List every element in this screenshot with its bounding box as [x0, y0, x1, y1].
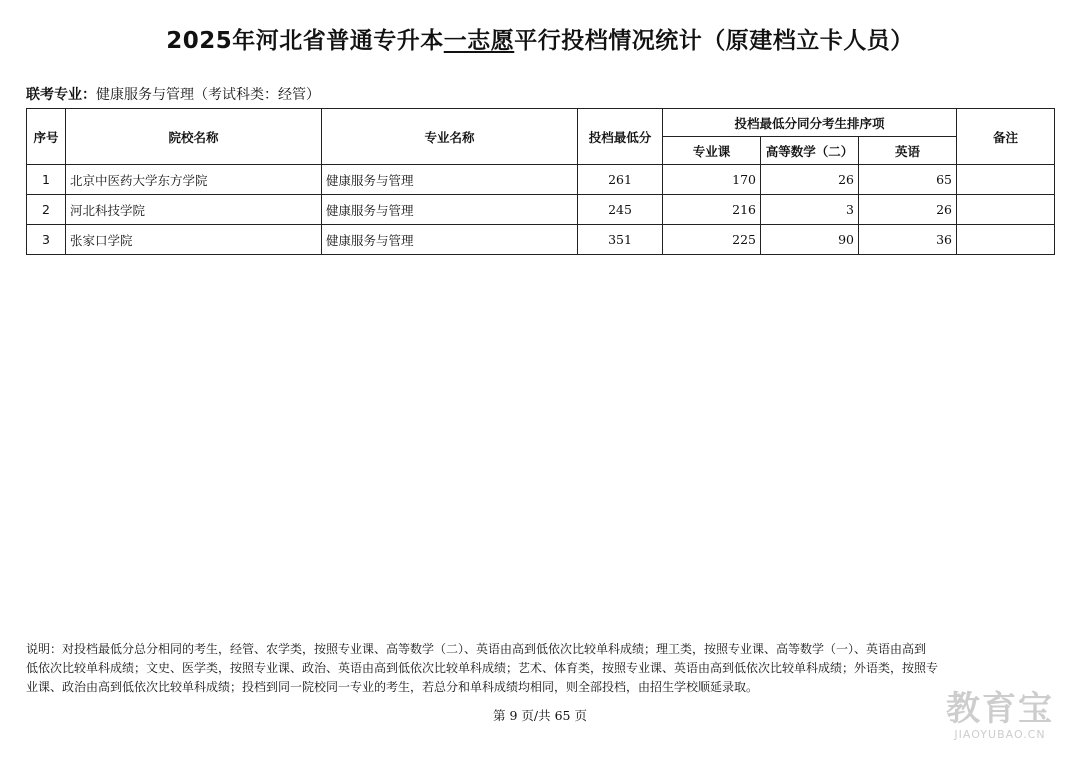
cell-remark — [957, 165, 1055, 195]
table-row — [27, 165, 1055, 195]
col-header-seq: 序号 — [27, 109, 66, 165]
watermark-sub: JIAOYUBAO.CN — [954, 728, 1046, 741]
col-header-major: 专业名称 — [322, 109, 578, 165]
cell-major: 健康服务与管理 — [322, 195, 578, 225]
cell-min-score: 261 — [578, 165, 663, 195]
major-value: 健康服务与管理（考试科类：经管） — [96, 87, 320, 103]
note-line: 低依次比较单科成绩；文史、医学类，按照专业课、政治、英语由高到低依次比较单科成绩；艺术、体育类，按照专业课、英语由高到低依次比较单科成绩；外语类，按照专 — [26, 661, 939, 675]
cell-seq: 3 — [27, 225, 66, 255]
cell-remark — [957, 195, 1055, 225]
major-label: 联考专业： — [26, 87, 96, 103]
cell-sub2: 26 — [761, 165, 859, 195]
cell-school: 北京中医药大学东方学院 — [66, 165, 322, 195]
cell-sub1: 216 — [663, 195, 761, 225]
watermark-main: 教育宝 — [946, 689, 1054, 729]
cell-min-score: 245 — [578, 195, 663, 225]
cell-sub1: 225 — [663, 225, 761, 255]
cell-sub2: 3 — [761, 195, 859, 225]
col-header-school: 院校名称 — [66, 109, 322, 165]
explanation-note — [26, 640, 1058, 697]
page-title — [0, 22, 1080, 55]
table-row — [27, 225, 1055, 255]
col-header-sub3: 英语 — [859, 137, 957, 165]
col-header-min-score: 投档最低分 — [578, 109, 663, 165]
title-suffix: 平行投档情况统计（原建档立卡人员） — [514, 28, 914, 54]
page-number: 第 9 页/共 65 页 — [493, 708, 587, 723]
title-underlined: 一志愿 — [443, 28, 515, 54]
cell-sub2: 90 — [761, 225, 859, 255]
cell-school: 张家口学院 — [66, 225, 322, 255]
col-header-sub1: 专业课 — [663, 137, 761, 165]
cell-sub3: 36 — [859, 225, 957, 255]
cell-remark — [957, 225, 1055, 255]
header-row-1 — [27, 109, 1055, 137]
cell-school: 河北科技学院 — [66, 195, 322, 225]
cell-sub1: 170 — [663, 165, 761, 195]
admission-table — [26, 108, 1055, 255]
col-header-remark: 备注 — [957, 109, 1055, 165]
cell-seq: 2 — [27, 195, 66, 225]
table-row — [27, 195, 1055, 225]
watermark-logo — [935, 690, 1065, 750]
major-line — [26, 84, 320, 104]
cell-seq: 1 — [27, 165, 66, 195]
note-line: 说明：对投档最低分总分相同的考生，经管、农学类，按照专业课、高等数学（二）、英语由高到低依次比较单科成绩；理工类，按照专业课、高等数学（一）、英语由高到 — [26, 642, 927, 656]
title-prefix: 2025年河北省普通专升本 — [166, 28, 444, 54]
note-line: 业课、政治由高到低依次比较单科成绩；投档到同一院校同一专业的考生，若总分和单科成绩均相同，则全部投档，由招生学校顺延录取。 — [26, 680, 759, 694]
col-header-tie-group: 投档最低分同分考生排序项 — [663, 109, 957, 137]
cell-min-score: 351 — [578, 225, 663, 255]
cell-major: 健康服务与管理 — [322, 225, 578, 255]
cell-sub3: 65 — [859, 165, 957, 195]
cell-major: 健康服务与管理 — [322, 165, 578, 195]
cell-sub3: 26 — [859, 195, 957, 225]
col-header-sub2: 高等数学（二） — [761, 137, 859, 165]
